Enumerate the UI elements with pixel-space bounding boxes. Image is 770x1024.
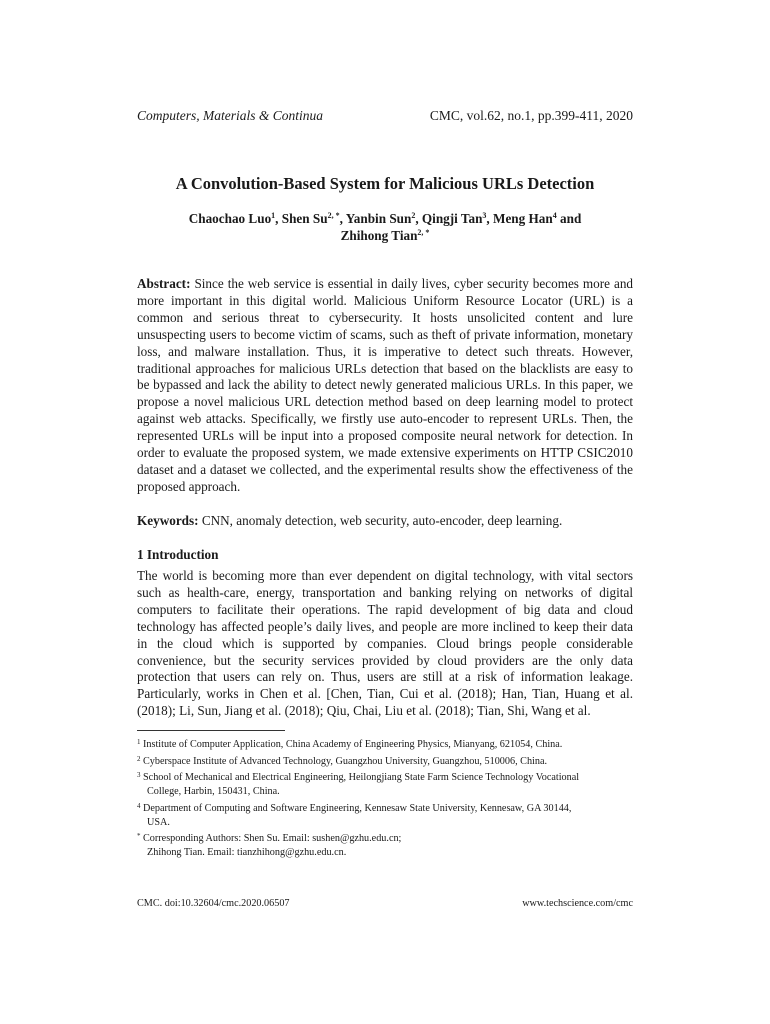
author-separator: , <box>275 211 282 226</box>
paper-title: A Convolution-Based System for Malicious URLs Detection <box>175 174 595 193</box>
author-list <box>157 210 613 244</box>
author-affiliation-mark: 2, * <box>327 211 340 220</box>
author-affiliation-mark: 1 <box>271 211 276 220</box>
author-affiliation-mark: 3 <box>482 211 487 220</box>
footnote-mark: 3 <box>137 771 141 779</box>
introduction-text: The world is becoming more than ever dependent on digital technology, with vital sectors such as health-care, energy, transportation and banking relying on networks of digital computers to facilitate their operations. The rapid development of big data and cloud technology has affected people’s daily lives, and people are more inclined to keep their data in the cloud which is supported by companies. Cloud brings people considerable convenience, but the security services provided by cloud providers are the only data protection that users can rely on. Thus, users are still at a risk of information leakage. Particularly, works in Chen et al. [Chen, Tian, Cui et al. (2018); Han, Tian, Huang et al. (2018); Li, Sun, Jiang et al. (2018); Qiu, Chai, Liu et al. (2018); Tian, Shi, Wang et al. <box>137 568 633 719</box>
author-affiliation-mark: 2, * <box>417 228 430 237</box>
abstract-text: Since the web service is essential in daily lives, cyber security becomes more and more important in this digital world. Malicious Uniform Resource Locator (URL) is a common and serious threat to cybersecurity. It hosts unsolicited content and lure unsuspecting users to become victim of scams, such as theft of private information, monetary loss, and malware installation. Thus, it is imperative to detect such threats. However, traditional approaches for malicious URLs detection that based on the blacklists are easy to be bypassed and lack the ability to detect newly generated malicious URLs. In this paper, we propose a novel malicious URL detection method based on deep learning model to protect against web attacks. Specifically, we firstly use auto-encoder to represent URLs. Then, the represented URLs will be input into a proposed composite neural network for detection. In order to evaluate the proposed system, we made extensive experiments on HTTP CSIC2010 dataset and a dataset we collected, and the experimental results show the effectiveness of the proposed approach. <box>137 276 634 494</box>
keywords-label: Keywords: <box>137 513 199 528</box>
footnote-divider <box>137 730 285 731</box>
author-name: Yanbin Sun <box>345 211 412 226</box>
footnote-mark: 4 <box>137 801 141 810</box>
footnote-continuation: Zhihong Tian. Email: tianzhihong@gzhu.edu.cn. <box>147 847 347 858</box>
footnote-text: Corresponding Authors: Shen Su. Email: sushen@gzhu.edu.cn; <box>143 833 402 844</box>
abstract <box>137 276 633 496</box>
author-separator: , <box>415 211 422 226</box>
footnotes <box>137 738 633 863</box>
footnote-affiliation-1 <box>137 738 633 752</box>
author-name: Zhihong Tian <box>340 228 418 243</box>
footnote-corresponding-authors <box>137 832 633 860</box>
author-separator: , <box>339 211 346 226</box>
footnote-continuation: USA. <box>147 816 170 828</box>
running-header <box>137 108 633 126</box>
doi: CMC. doi:10.32604/cmc.2020.06507 <box>137 898 290 909</box>
keywords-text: CNN, anomaly detection, web security, auto-encoder, deep learning. <box>201 513 563 528</box>
footnote-mark: 1 <box>137 738 141 746</box>
abstract-label: Abstract: <box>137 276 191 291</box>
section-heading-introduction: 1 Introduction <box>137 547 219 562</box>
author-affiliation-mark: 2 <box>411 211 416 220</box>
footnote-affiliation-4 <box>137 802 633 830</box>
author-separator: , <box>486 211 493 226</box>
citation-info: CMC, vol.62, no.1, pp.399-411, 2020 <box>429 108 633 123</box>
footnote-text: Cyberspace Institute of Advanced Technology, Guangzhou University, Guangzhou, 510006, China. <box>143 755 548 767</box>
journal-website: www.techscience.com/cmc <box>522 898 633 909</box>
footnote-continuation: College, Harbin, 150431, China. <box>147 786 280 797</box>
footnote-mark: * <box>137 832 141 840</box>
page-footer <box>137 898 633 912</box>
footnote-affiliation-2 <box>137 755 633 769</box>
footnote-mark: 2 <box>137 754 141 763</box>
author-name: Shen Su <box>281 211 328 226</box>
author-affiliation-mark: 4 <box>552 211 557 220</box>
footnote-affiliation-3 <box>137 771 633 799</box>
author-name: Chaochao Luo <box>188 211 272 226</box>
footnote-text: School of Mechanical and Electrical Engineering, Heilongjiang State Farm Science Technology Vocational <box>143 772 580 783</box>
footnote-text: Institute of Computer Application, China Academy of Engineering Physics, Mianyang, 621054, China. <box>143 739 563 750</box>
footnote-text: Department of Computing and Software Engineering, Kennesaw State University, Kennesaw, GA 30144, <box>143 802 572 814</box>
author-separator: and <box>556 211 582 226</box>
keywords <box>137 513 633 530</box>
author-name: Qingji Tan <box>421 211 483 226</box>
author-name: Meng Han <box>493 211 553 226</box>
journal-name: Computers, Materials & Continua <box>137 108 324 123</box>
